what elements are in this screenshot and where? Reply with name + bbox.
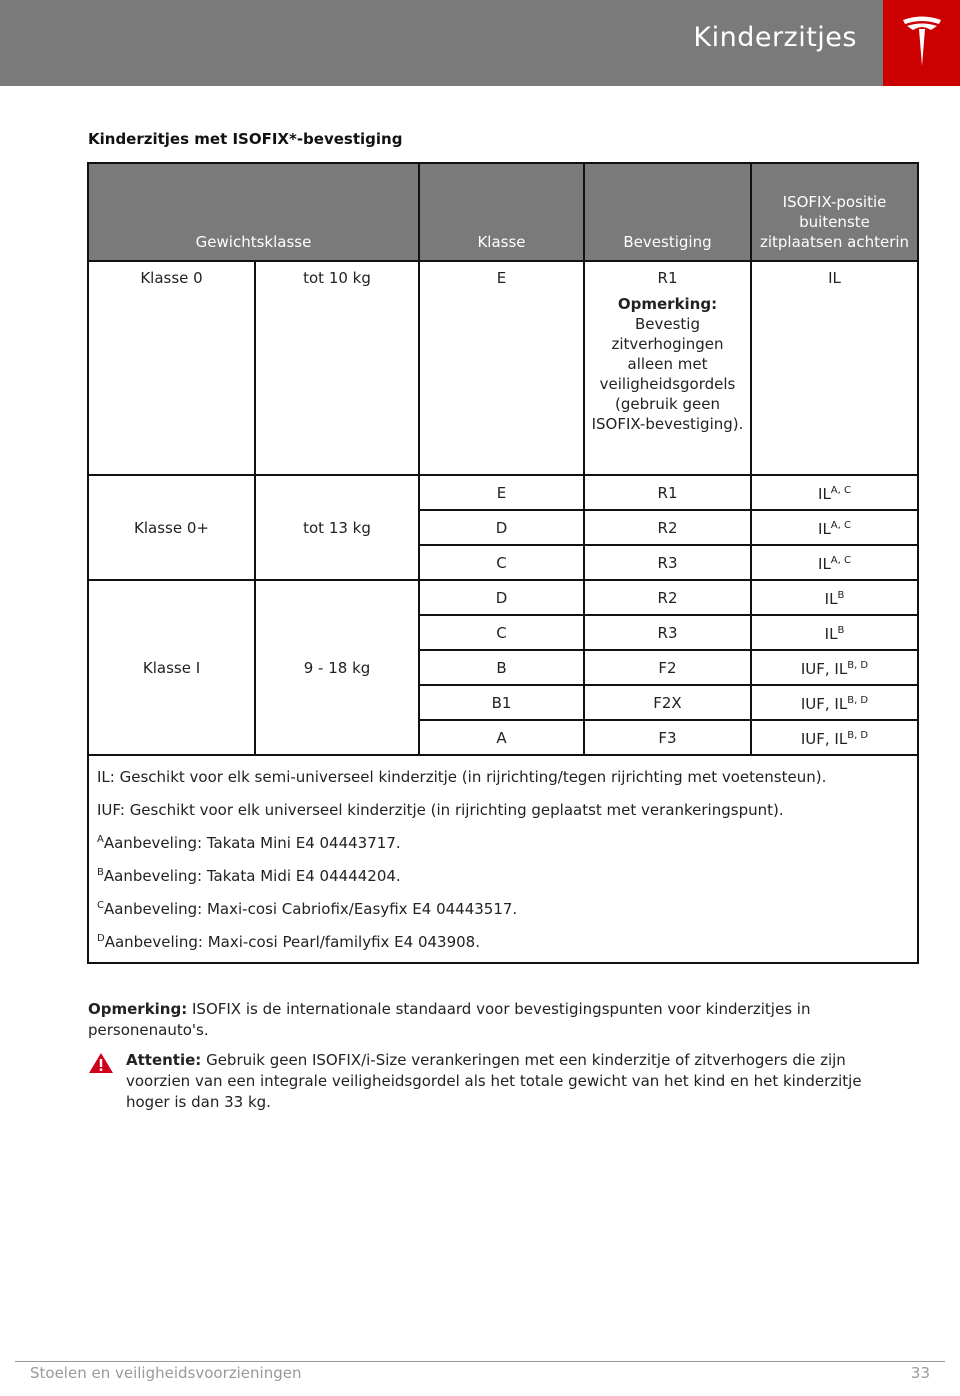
notes-row [88,755,918,963]
cell-maat-value: R1 [657,269,678,287]
warning-block [88,1050,898,1113]
cell-bevestiging: C [419,545,584,580]
cell-maat: R1 [584,475,751,510]
cell-positie: IUF, $IL^{B, D}$ [751,720,918,755]
cell-bevestiging: A [419,720,584,755]
cell-positie: $IL^{A, C}$ [751,545,918,580]
cell-klasse: tot 13 kg [255,475,419,580]
cell-maat: F2 [584,650,751,685]
cell-maat: R2 [584,580,751,615]
footer-page-number: 33 [910,1364,930,1382]
cell-maat: R3 [584,545,751,580]
header-isofix-positie: ISOFIX-positie buitenste zitplaatsen achterin [751,163,918,261]
cell-maat [584,261,751,475]
note-d: $^D$Aanbeveling: Maxi-cosi Pearl/familyfix E4 043908. [97,933,480,951]
header-gewichtsklasse: Gewichtsklasse [88,163,419,261]
isofix-table [87,162,919,964]
header-bevestiging: Bevestiging [584,163,751,261]
tesla-logo-icon [901,14,943,68]
table-row [88,261,918,475]
footer-divider [15,1361,945,1362]
cell-maat: F2X [584,685,751,720]
header-klasse: Klasse [419,163,584,261]
bottom-note [88,999,888,1041]
cell-bevestiging: D [419,580,584,615]
cell-maat: R3 [584,615,751,650]
cell-gewicht: Klasse 0+ [88,475,255,580]
cell-maat: F3 [584,720,751,755]
warning-text-block [126,1050,898,1113]
section-title: Kinderzitjes met ISOFIX*-bevestiging [88,130,403,148]
cell-positie: IUF, $IL^{B, D}$ [751,650,918,685]
note-il: IL: Geschikt voor elk semi-universeel kinderzitje (in rijrichting/tegen rijrichting met voetensteun). [97,768,827,786]
warning-text: Gebruik geen ISOFIX/i-Size verankeringen met een kinderzitje of zitverhogers die zijn voorzien van een integrale veiligheidsgordel als het totale gewicht van het kind en het kinderzitje hoger is dan 33 kg. [126,1051,862,1111]
cell-positie: IUF, $IL^{B, D}$ [751,685,918,720]
opmerking-text: Bevestig zitverhogingen alleen met veiligheidsgordels (gebruik geen ISOFIX-bevestiging). [591,315,744,433]
cell-gewicht: Klasse I [88,580,255,755]
opmerking-label: Opmerking: [617,295,718,313]
cell-gewicht: Klasse 0 [88,261,255,475]
cell-bevestiging: C [419,615,584,650]
cell-klasse: tot 10 kg [255,261,419,475]
note-iuf: IUF: Geschikt voor elk universeel kinderzitje (in rijrichting geplaatst met verankeringspunt). [97,801,784,819]
notes-cell [88,755,918,963]
table-row [88,580,918,615]
tesla-logo-box [883,0,960,86]
cell-positie: $IL^B$ [751,615,918,650]
cell-klasse: 9 - 18 kg [255,580,419,755]
cell-bevestiging: E [419,475,584,510]
bottom-note-label: Opmerking: [88,1000,188,1018]
footer-section-name: Stoelen en veiligheidsvoorzieningen [30,1364,302,1382]
note-c: $^C$Aanbeveling: Maxi-cosi Cabriofix/Easyfix E4 04443517. [97,900,518,918]
warning-triangle-icon [88,1052,114,1074]
cell-bevestiging: B1 [419,685,584,720]
cell-positie: $IL^{A, C}$ [751,475,918,510]
cell-maat: R2 [584,510,751,545]
warning-label: Attentie: [126,1051,202,1069]
cell-positie: IL [751,261,918,475]
table-row [88,475,918,510]
cell-positie: $IL^{A, C}$ [751,510,918,545]
note-a: $^A$Aanbeveling: Takata Mini E4 04443717. [97,834,401,852]
table-header-row [88,163,918,261]
page-title: Kinderzitjes [693,22,857,53]
bottom-note-text: ISOFIX is de internationale standaard voor bevestigingspunten voor kinderzitjes in personenauto's. [88,1000,811,1039]
cell-bevestiging: D [419,510,584,545]
cell-positie: $IL^B$ [751,580,918,615]
note-b: $^B$Aanbeveling: Takata Midi E4 04444204. [97,867,401,885]
cell-bevestiging: E [419,261,584,475]
cell-bevestiging: B [419,650,584,685]
